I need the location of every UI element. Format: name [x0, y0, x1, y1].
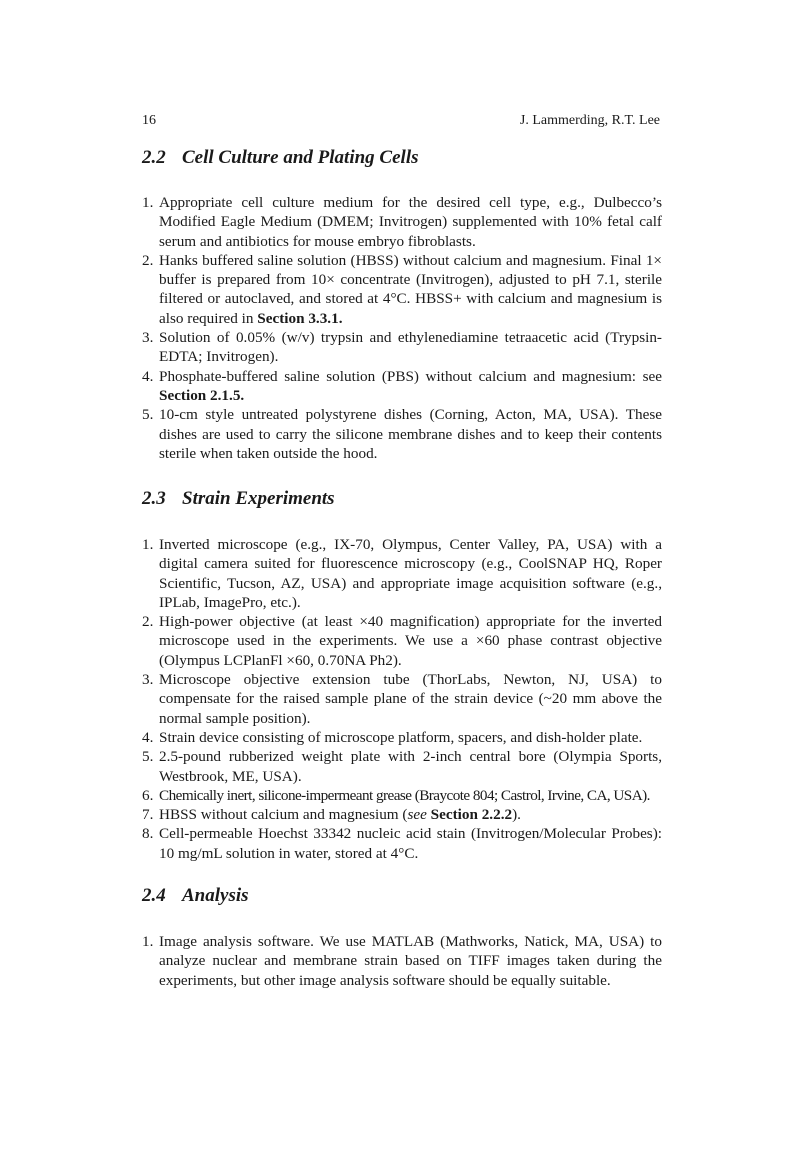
section-reference: Section 2.1.5. — [159, 386, 245, 404]
list-item: 1. Inverted microscope (e.g., IX-70, Olympus, Center Valley, PA, USA) with a digital camera suited for fluorescence microscopy (e.g., CoolSNAP HQ, Roper Scientific, Tucson, AZ, USA) and appropriate image acquisition software (e.g., IPLab, ImagePro, etc.). — [142, 536, 662, 611]
section-heading-2-2 — [142, 146, 660, 170]
list-item: 4. Phosphate-buffered saline solution (PBS) without calcium and magnesium: see Section 2.1.5. — [142, 367, 662, 404]
list-item: 7. HBSS without calcium and magnesium (see Section 2.2.2). — [142, 806, 521, 824]
running-head — [142, 112, 660, 130]
list-item: 1. Appropriate cell culture medium for the desired cell type, e.g., Dulbecco’s Modified Eagle Medium (DMEM; Invitrogen) supplemented with 10% fetal calf serum and antibiotics for mouse embryo fibroblasts. — [142, 194, 662, 250]
list-item: 5. 10-cm style untreated polystyrene dishes (Corning, Acton, MA, USA). These dishes are used to carry the silicone membrane dishes and to keep their contents sterile when taken outside the hood. — [142, 406, 662, 462]
running-head-authors: J. Lammerding, R.T. Lee — [519, 113, 660, 128]
list-item: 2. Hanks buffered saline solution (HBSS) without calcium and magnesium. Final 1× buffer is prepared from 10× concentrate (Invitrogen), adjusted to pH 7.1, sterile filtered or autoclaved, and stored at 4°C. HBSS+ with calcium and magnesium is also required in Section 3.3.1. — [142, 251, 662, 327]
section-title: Strain Experiments — [182, 488, 335, 509]
list-item: 5. 2.5-pound rubberized weight plate with 2-inch central bore (Olympia Sports, Westbrook, ME, USA). — [142, 748, 662, 785]
section-title: Cell Culture and Plating Cells — [182, 147, 419, 168]
list-item: 1. Image analysis software. We use MATLAB (Mathworks, Natick, MA, USA) to analyze nuclear and membrane strain based on TIFF images taken during the experiments, but other image analysis software should be equally suitable. — [142, 933, 662, 989]
section-number: 2.3 — [142, 488, 166, 509]
section-heading-2-4 — [142, 884, 660, 908]
section-2-3-list — [142, 535, 662, 863]
list-item: 4. Strain device consisting of microscope platform, spacers, and dish-holder plate. — [142, 728, 643, 746]
section-number: 2.4 — [142, 885, 166, 906]
section-number: 2.2 — [142, 147, 166, 168]
list-item: 2. High-power objective (at least ×40 magnification) appropriate for the inverted microscope used in the experiments. We use a ×60 phase contrast objective (Olympus LCPlanFl ×60, 0.70NA Ph2). — [142, 613, 662, 669]
list-item: 3. Solution of 0.05% (w/v) trypsin and ethylenediamine tetraacetic acid (Trypsin-EDTA; Invitrogen). — [142, 329, 662, 366]
page-number: 16 — [142, 113, 156, 128]
list-item: 3. Microscope objective extension tube (ThorLabs, Newton, NJ, USA) to compensate for the raised sample plane of the strain device (~20 mm above the normal sample position). — [142, 671, 662, 727]
section-heading-2-3 — [142, 487, 660, 511]
section-2-2-list — [142, 193, 662, 463]
section-title: Analysis — [182, 885, 249, 906]
list-item: 6. Chemically inert, silicone-impermeant grease (Braycote 804; Castrol, Irvine, CA, USA). — [142, 786, 650, 804]
section-reference: Section 2.2.2 — [430, 806, 513, 824]
section-2-4-list — [142, 932, 662, 990]
list-item: 8. Cell-permeable Hoechst 33342 nucleic acid stain (Invitrogen/Molecular Probes): 10 mg/mL solution in water, stored at 4°C. — [142, 825, 662, 862]
section-reference: Section 3.3.1. — [257, 309, 343, 327]
